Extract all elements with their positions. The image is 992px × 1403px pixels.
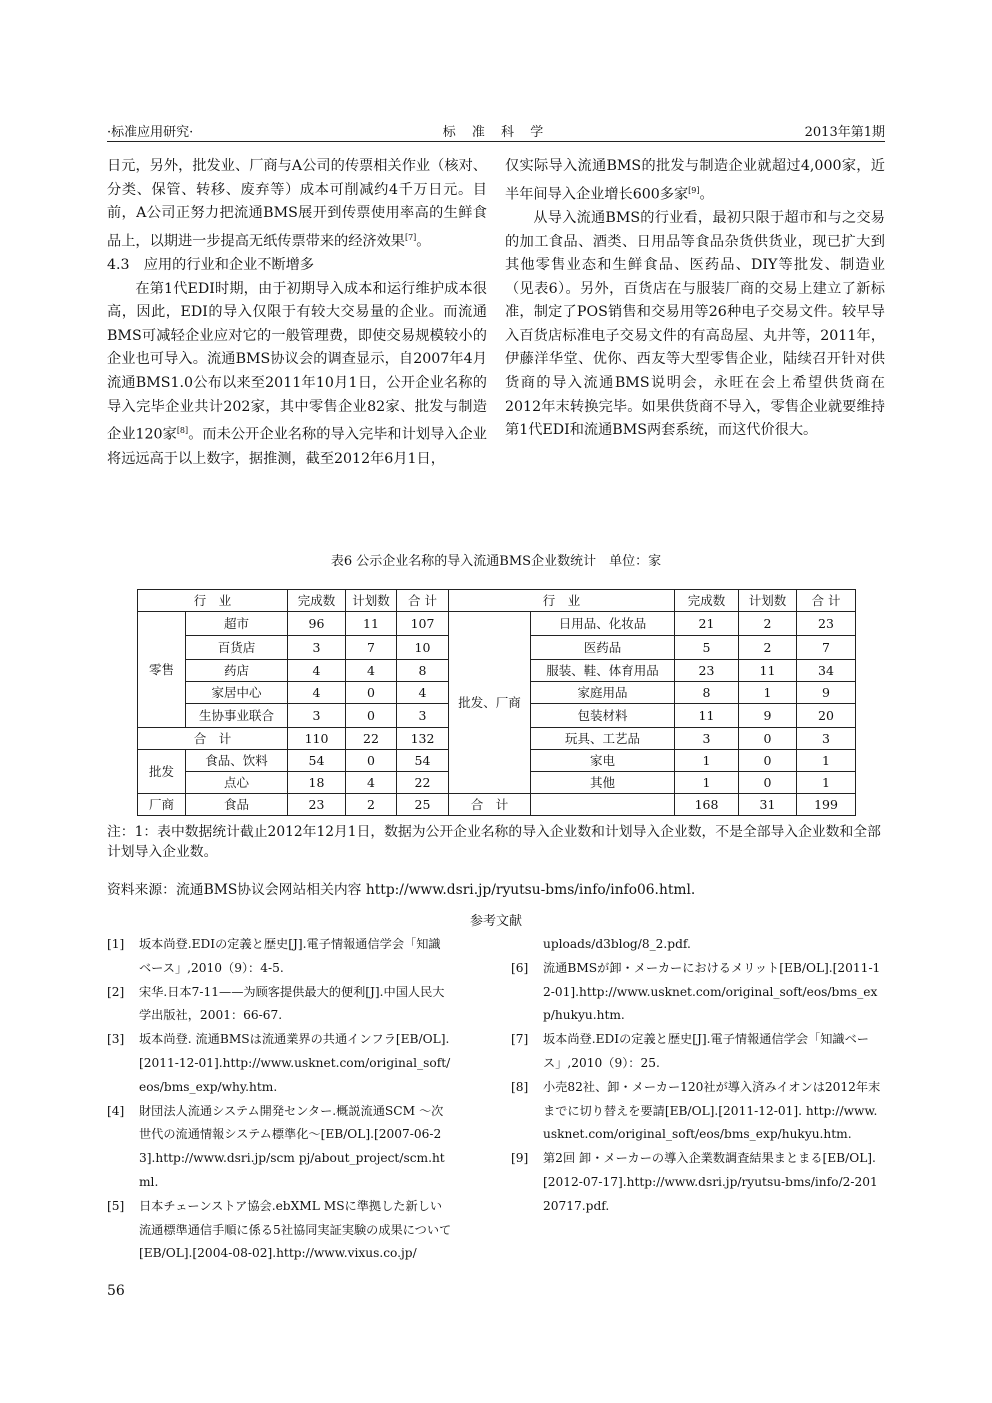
reference-text: 宋华.日本7-11——为顾客提供最大的便利[J].中国人民大学出版社，2001：66-67. xyxy=(139,984,445,1023)
reference-text: 坂本尚登.EDIの定義と歴史[J].電子情報通信学会「知識ベース」,2010（9）：4-5. xyxy=(139,937,441,975)
paragraph xyxy=(505,155,885,207)
table-cell: 21 xyxy=(675,612,739,636)
reference-text: 第2回 卸・メーカーの導入企業数調査結果まとまる[EB/OL].[2012-07-17].http://www.dsri.jp/ryutsu-bms/info/2-20120717.pdf. xyxy=(543,1151,878,1213)
header-issue: 2013年第1期 xyxy=(804,125,885,140)
table-cell: 食品、饮料 xyxy=(186,750,288,772)
table-cell: 服装、鞋、体育用品 xyxy=(531,660,675,682)
group-cell: 批发、厂商 xyxy=(449,612,531,794)
table-note: 注：1：表中数据统计截止2012年12月1日，数据为公开企业名称的导入企业数和计划导入企业数，不是全部导入企业数和全部计划导入企业数。 xyxy=(107,824,881,860)
table-cell: 家庭用品 xyxy=(531,682,675,704)
table-cell: 22 xyxy=(397,772,449,794)
reference-number: [2] xyxy=(107,984,125,999)
reference-number: [9] xyxy=(511,1151,529,1166)
table-cell: 31 xyxy=(739,794,797,816)
reference-number: [8] xyxy=(511,1079,529,1094)
reference-text: 財団法人流通システム開発センター.概説流通SCM ～次世代の流通情報システム標準化～[EB/OL].[2007-06-23].http://www.dsri.jp/scm pj/about_project/scm.html. xyxy=(139,1103,445,1189)
header-cell: 行 业 xyxy=(138,590,288,612)
header-section-label: ·标准应用研究· xyxy=(107,125,194,140)
table-cell: 日用品、化妆品 xyxy=(531,612,675,636)
table-cell: 包装材料 xyxy=(531,704,675,728)
reference-text: 小売82社、卸・メーカー120社が導入済みイオンは2012年末までに切り替えを要請[EB/OL].[2011-12-01]. http://www.usknet.com/original_soft/eos/bms_exp/hukyu.htm. xyxy=(543,1079,881,1142)
reference-item xyxy=(107,1195,452,1266)
table-cell: 4 xyxy=(346,660,397,682)
table-cell: 0 xyxy=(739,728,797,750)
table-cell: 23 xyxy=(675,660,739,682)
paragraph-text: 。 xyxy=(699,186,714,203)
page-number: 56 xyxy=(107,1283,125,1299)
table-cell: 2 xyxy=(739,636,797,660)
header-cell: 行 业 xyxy=(449,590,675,612)
table-cell: 0 xyxy=(346,750,397,772)
references-right xyxy=(511,933,885,1219)
reference-number: [1] xyxy=(107,937,125,951)
right-column xyxy=(505,155,885,443)
table-cell: 11 xyxy=(739,660,797,682)
reference-item xyxy=(107,1028,452,1099)
header-cell: 合 计 xyxy=(397,590,449,612)
table-cell: 20 xyxy=(797,704,856,728)
table-cell: 0 xyxy=(346,682,397,704)
reference-number: [3] xyxy=(107,1032,125,1047)
table-cell: 10 xyxy=(397,636,449,660)
header-cell: 计划数 xyxy=(346,590,397,612)
table-cell: 4 xyxy=(397,682,449,704)
header-cell: 完成数 xyxy=(288,590,346,612)
table-cell: 11 xyxy=(346,612,397,636)
table-cell: 生协事业联合 xyxy=(186,704,288,728)
header-cell: 完成数 xyxy=(675,590,739,612)
paragraph-text: 在第1代EDI时期，由于初期导入成本和运行维护成本很高，因此，EDI的导入仅限于有较大交易量的企业。而流通BMS可减轻企业应对它的一般管理费，即使交易规模较小的企业也可导入。流通BMS协议会的调查显示，自2007年4月流通BMS1.0公布以来至2011年10月1日，公开企业名称的导入完毕企业共计202家，其中零售企业82家、批发与制造企业120家 xyxy=(107,280,487,443)
table-cell: 8 xyxy=(397,660,449,682)
table-cell: 3 xyxy=(675,728,739,750)
table-cell: 1 xyxy=(797,772,856,794)
references-left xyxy=(107,933,452,1266)
table-cell: 超市 xyxy=(186,612,288,636)
header-rule xyxy=(107,141,885,142)
table-cell: 199 xyxy=(797,794,856,816)
group-cell: 厂商 xyxy=(138,794,186,816)
table-cell: 96 xyxy=(288,612,346,636)
table-source: 资料来源：流通BMS协议会网站相关内容 http://www.dsri.jp/ryutsu-bms/info/info06.html. xyxy=(107,882,696,898)
paragraph-text: 日元，另外，批发业、厂商与A公司的传票相关作业（核对、分类、保管、转移、废弃等）成本可削减约4千万日元。目前，A公司正努力把流通BMS展开到传票使用率高的生鲜食品上，以期进一步提高无纸传票带来的经济效果 xyxy=(107,158,487,250)
reference-item xyxy=(107,1100,452,1195)
citation: [9] xyxy=(688,185,700,195)
table-cell: 23 xyxy=(797,612,856,636)
table-cell: 22 xyxy=(346,728,397,750)
table-cell: 4 xyxy=(288,682,346,704)
table-cell: 3 xyxy=(288,704,346,728)
paragraph-text: 。 xyxy=(416,233,431,250)
table-cell: 54 xyxy=(397,750,449,772)
table-cell: 百货店 xyxy=(186,636,288,660)
reference-number: [4] xyxy=(107,1103,125,1118)
table-row xyxy=(138,794,856,816)
table-cell: 18 xyxy=(288,772,346,794)
table-cell: 点心 xyxy=(186,772,288,794)
table-cell: 0 xyxy=(739,750,797,772)
paragraph-text: 仅实际导入流通BMS的批发与制造企业就超过4,000家，近半年间导入企业增长600多家 xyxy=(505,158,885,203)
reference-item xyxy=(107,933,452,981)
table-cell: 3 xyxy=(397,704,449,728)
header-journal-title: 标 准 科 学 xyxy=(442,125,550,140)
references-heading: 参考文献 xyxy=(469,914,522,929)
table-cell: 25 xyxy=(397,794,449,816)
reference-item xyxy=(511,1076,885,1147)
paragraph xyxy=(107,278,487,471)
table-header-row xyxy=(138,590,856,612)
paragraph: 从导入流通BMS的行业看，最初只限于超市和与之交易的加工食品、酒类、日用品等食品杂货供货业，现已扩大到其他零售业态和生鲜食品、医药品、DIY等批发、制造业（见表6）。另外，百货店在与服装厂商的交易上建立了新标准，制定了POS销售和交易用等26种电子交易文件。较早导入百货店标准电子交易文件的有高岛屋、丸井等，2011年，伊藤洋华堂、优你、西友等大型零售企业，陆续召开针对供货商的导入流通BMS说明会，永旺在会上希望供货商在2012年末转换完毕。如果供货商不导入，零售企业就要维持第1代EDI和流通BMS两套系统，而这代价很大。 xyxy=(505,209,885,439)
table-cell: 家居中心 xyxy=(186,682,288,704)
table-cell: 医药品 xyxy=(531,636,675,660)
reference-number: [6] xyxy=(511,960,529,975)
table-cell: 食品 xyxy=(186,794,288,816)
header-cell: 合 计 xyxy=(797,590,856,612)
table-cell: 132 xyxy=(397,728,449,750)
table-cell: 5 xyxy=(675,636,739,660)
citation: [7] xyxy=(404,232,417,242)
reference-text: 坂本尚登.EDIの定義と歴史[J].電子情報通信学会「知識ベース」,2010（9）：25. xyxy=(543,1032,869,1070)
header-cell: 计划数 xyxy=(739,590,797,612)
subtotal-label: 合 计 xyxy=(138,728,288,750)
table-cell: 3 xyxy=(288,636,346,660)
reference-text: 流通BMSが卸・メーカーにおけるメリット[EB/OL].[2011-12-01].http://www.usknet.com/original_soft/eos/bms_exp/hukyu.htm. xyxy=(543,960,881,1023)
table-cell: 9 xyxy=(739,704,797,728)
reference-text: 日本チェーンストア協会.ebXML MSに準拠した新しい流通標準通信手順に係る5社協同実証実験の成果について[EB/OL].[2004-08-02].http://www.vixus.co.jp/ xyxy=(139,1198,452,1261)
paragraph xyxy=(107,155,487,254)
citation: [8] xyxy=(176,426,189,436)
paragraph-text: 。而未公开企业名称的导入完毕和计划导入企业将远远高于以上数字，据推测，截至2012年6月1日， xyxy=(107,427,487,467)
left-column xyxy=(107,155,487,471)
table-cell: 1 xyxy=(675,750,739,772)
table-cell: 4 xyxy=(346,772,397,794)
table-cell: 110 xyxy=(288,728,346,750)
reference-item xyxy=(511,957,885,1028)
table-cell: 2 xyxy=(346,794,397,816)
table-cell: 7 xyxy=(346,636,397,660)
reference-continuation: uploads/d3blog/8_2.pdf. xyxy=(543,937,691,951)
table-cell: 其他 xyxy=(531,772,675,794)
table-row xyxy=(138,612,856,636)
table-cell: 1 xyxy=(797,750,856,772)
table-cell: 3 xyxy=(797,728,856,750)
reference-item xyxy=(107,981,452,1029)
reference-item xyxy=(511,1147,885,1218)
table-cell: 34 xyxy=(797,660,856,682)
table-cell: 23 xyxy=(288,794,346,816)
reference-number: [5] xyxy=(107,1198,125,1213)
table-caption: 表6 公示企业名称的导入流通BMS企业数统计 单位：家 xyxy=(330,554,662,569)
table-cell: 1 xyxy=(675,772,739,794)
table-cell: 药店 xyxy=(186,660,288,682)
table-cell: 0 xyxy=(739,772,797,794)
table-cell: 0 xyxy=(346,704,397,728)
table-cell: 家电 xyxy=(531,750,675,772)
table-cell: 9 xyxy=(797,682,856,704)
table-cell: 7 xyxy=(797,636,856,660)
section-heading: 4.3 应用的行业和企业不断增多 xyxy=(107,257,315,274)
table-cell: 54 xyxy=(288,750,346,772)
table-cell: 2 xyxy=(739,612,797,636)
table-cell: 11 xyxy=(675,704,739,728)
table-cell: 4 xyxy=(288,660,346,682)
reference-number: [7] xyxy=(511,1032,529,1047)
table-cell: 8 xyxy=(675,682,739,704)
statistics-table xyxy=(137,589,856,816)
reference-text: 坂本尚登. 流通BMSは流通業界の共通インフラ[EB/OL].[2011-12-01].http://www.usknet.com/original_soft/eos/bms_exp/why.htm. xyxy=(139,1032,451,1094)
table-cell xyxy=(531,794,675,816)
group-cell: 零售 xyxy=(138,612,186,728)
total-label: 合 计 xyxy=(449,794,531,816)
table-cell: 1 xyxy=(739,682,797,704)
table-cell: 107 xyxy=(397,612,449,636)
table-cell: 168 xyxy=(675,794,739,816)
reference-item xyxy=(511,1028,885,1076)
group-cell: 批发 xyxy=(138,750,186,794)
table-cell: 玩具、工艺品 xyxy=(531,728,675,750)
